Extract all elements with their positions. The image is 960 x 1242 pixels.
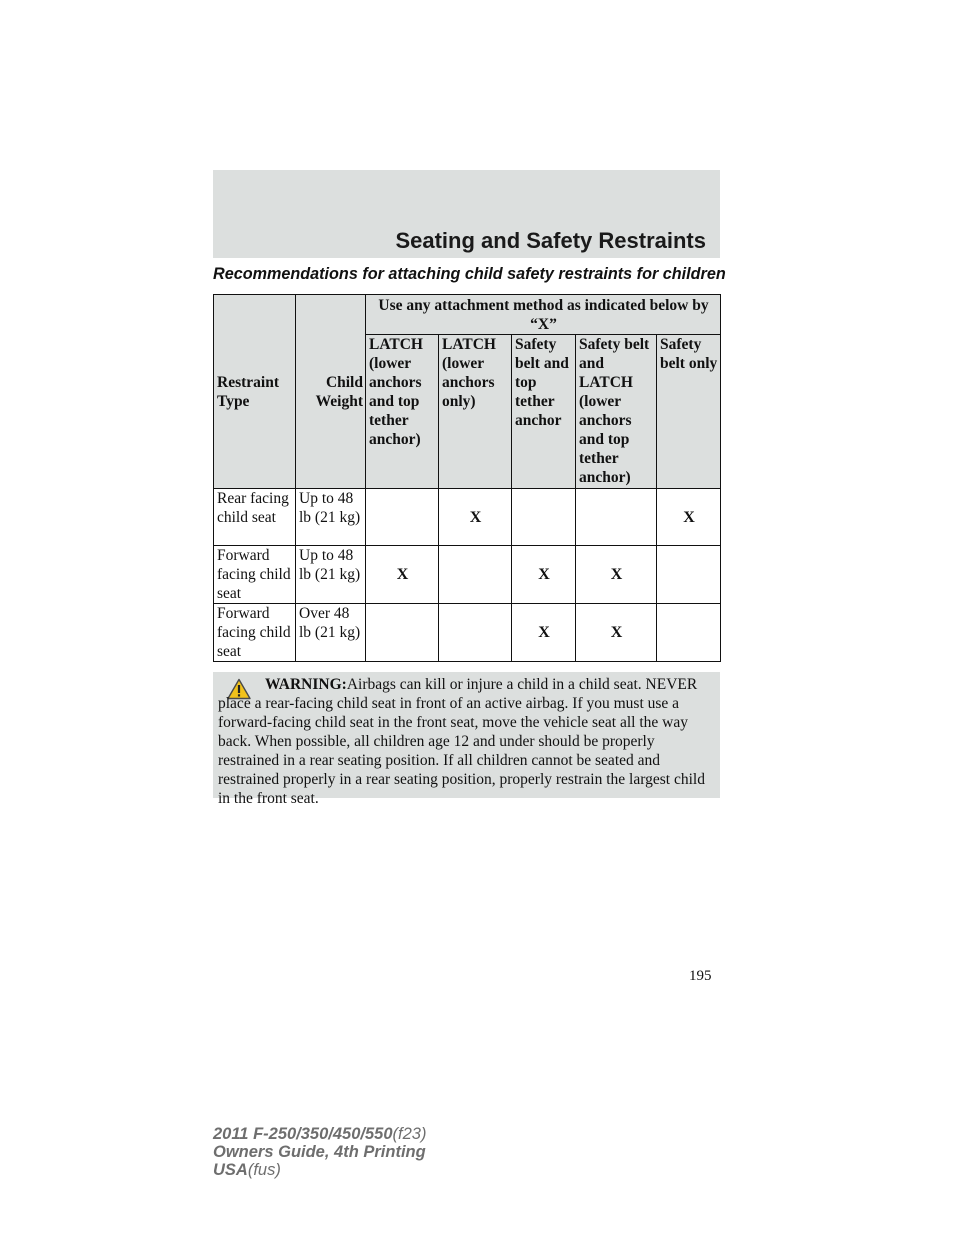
cell-restraint-type: Forward facing child seat: [214, 546, 296, 604]
header-method-2: LATCH (lower anchors only): [439, 335, 512, 489]
warning-text: [218, 675, 715, 808]
footer-model: 2011 F-250/350/450/550: [213, 1125, 393, 1143]
cell-mark: [512, 489, 576, 546]
cell-mark: [439, 546, 512, 604]
page-title: Seating and Safety Restraints: [395, 228, 706, 253]
footer-line-3: [213, 1161, 426, 1179]
table-row: [214, 489, 721, 546]
cell-restraint-type: Rear facing child seat: [214, 489, 296, 546]
cell-mark: X: [576, 604, 657, 662]
footer-line-1: [213, 1125, 426, 1143]
cell-mark: [657, 604, 721, 662]
table-row: [214, 604, 721, 662]
footer-model-code: (f23): [392, 1125, 427, 1143]
cell-mark: X: [512, 546, 576, 604]
cell-mark: X: [512, 604, 576, 662]
cell-child-weight: Over 48 lb (21 kg): [296, 604, 366, 662]
table-header-row: [214, 295, 721, 335]
cell-mark: X: [439, 489, 512, 546]
page-number: 195: [689, 968, 712, 984]
header-band: [213, 170, 720, 258]
footer-line-2: Owners Guide, 4th Printing: [213, 1143, 426, 1161]
cell-mark: [576, 489, 657, 546]
cell-mark: X: [657, 489, 721, 546]
cell-mark: [366, 604, 439, 662]
header-child-weight: Child Weight: [296, 295, 366, 489]
cell-mark: [439, 604, 512, 662]
footer-market: USA: [213, 1161, 248, 1179]
restraint-table: [213, 294, 721, 662]
cell-restraint-type: Forward facing child seat: [214, 604, 296, 662]
header-method-1: LATCH (lower anchors and top tether anchor): [366, 335, 439, 489]
header-method-3: Safety belt and top tether anchor: [512, 335, 576, 489]
footer: [213, 1125, 426, 1179]
warning-label: WARNING:: [265, 676, 347, 693]
footer-market-code: (fus): [247, 1161, 281, 1179]
cell-mark: X: [366, 546, 439, 604]
warning-body: Airbags can kill or injure a child in a child seat. NEVER place a rear-facing child seat in front of an active airbag. If you must use a forward-facing child seat in the front seat, move the vehicle seat all the way back. When possible, all children age 12 and under should be properly restrained in a rear seating position. If all children cannot be seated and restrained properly in a rear seating position, properly restrain the largest child in the front seat.: [218, 676, 705, 807]
table-row: [214, 546, 721, 604]
cell-mark: [657, 546, 721, 604]
cell-child-weight: Up to 48 lb (21 kg): [296, 546, 366, 604]
header-restraint-type: Restraint Type: [214, 295, 296, 489]
header-attachment-method: Use any attachment method as indicated below by “X”: [366, 295, 721, 335]
header-method-5: Safety belt only: [657, 335, 721, 489]
section-heading: Recommendations for attaching child safety restraints for children: [213, 265, 726, 283]
cell-mark: X: [576, 546, 657, 604]
warning-box: [213, 672, 720, 807]
cell-child-weight: Up to 48 lb (21 kg): [296, 489, 366, 546]
header-method-4: Safety belt and LATCH (lower anchors and top tether anchor): [576, 335, 657, 489]
cell-mark: [366, 489, 439, 546]
